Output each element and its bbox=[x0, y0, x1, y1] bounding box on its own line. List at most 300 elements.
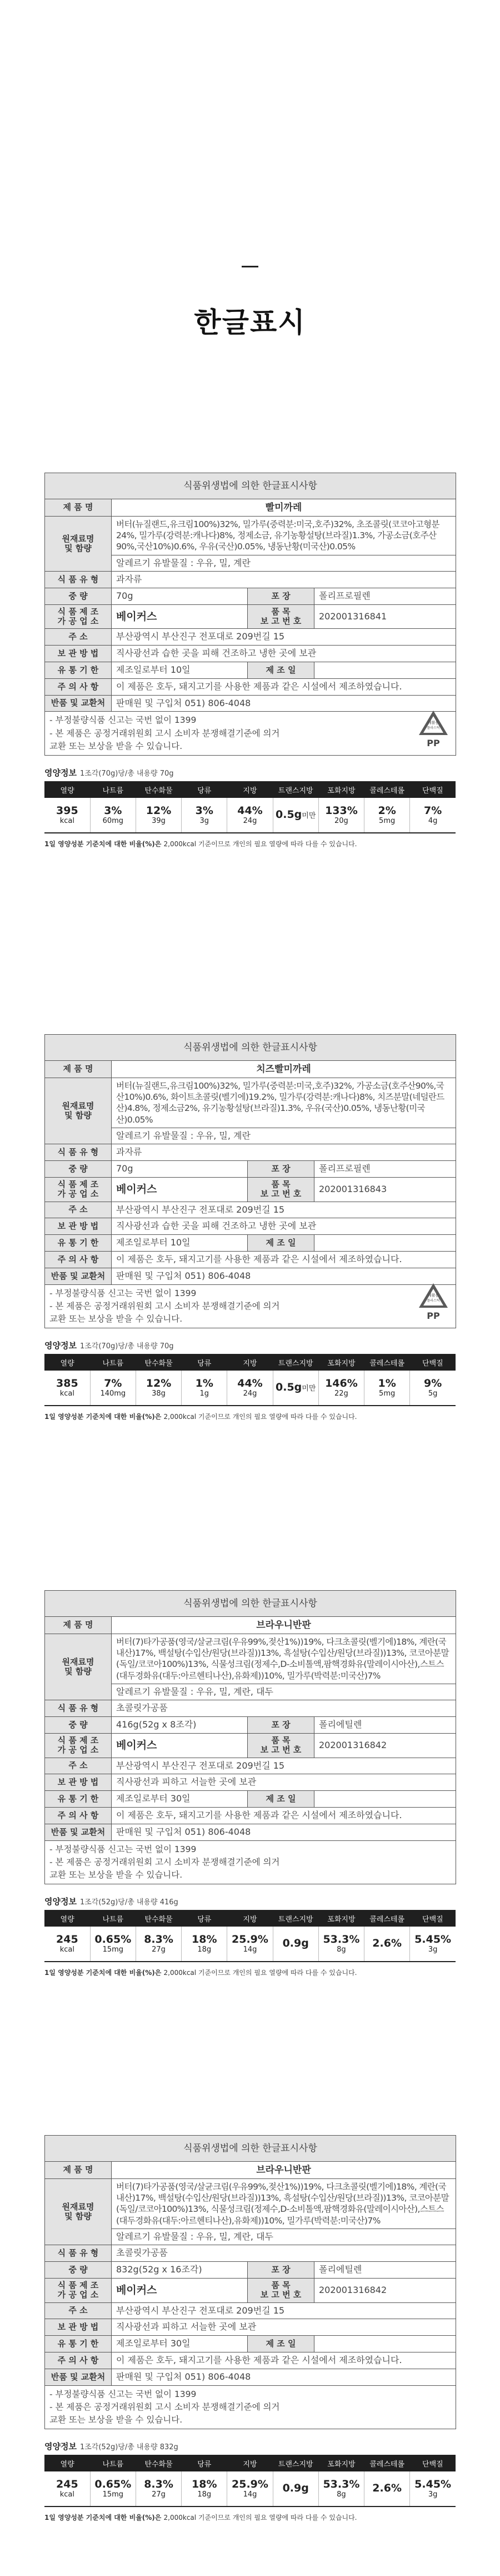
nutrient-value bbox=[410, 798, 456, 833]
nutrient-amount: 385 bbox=[56, 1377, 78, 1389]
nutrient-value bbox=[273, 2471, 318, 2506]
nutrient-value bbox=[182, 1927, 227, 1962]
nutrition-title bbox=[44, 2440, 456, 2452]
nutrient-header: 열량 bbox=[44, 781, 90, 798]
returns-value: 판매원 및 구입처 051) 806-4048 bbox=[112, 1268, 456, 1284]
nutrient-unit: 24g bbox=[243, 816, 257, 825]
nutrient-amount: 18% bbox=[192, 2478, 217, 2490]
daily-value-note bbox=[44, 839, 456, 848]
nutrient-value bbox=[364, 2471, 410, 2506]
nutrition-table bbox=[44, 2455, 456, 2507]
recycle-icon-text: 플라스틱 bbox=[427, 726, 440, 731]
nutrient-amount: 0.9g bbox=[282, 2482, 309, 2495]
nutrient-header: 나트륨 bbox=[90, 1354, 136, 1371]
nutrient-value bbox=[318, 2471, 364, 2506]
nutrient-unit: 20g bbox=[334, 816, 348, 825]
expiry-value: 제조일로부터 30일 bbox=[112, 1791, 248, 1808]
caution-value: 이 제품은 호두, 돼지고기를 사용한 제품과 같은 시설에서 제조하였습니다. bbox=[112, 1251, 456, 1268]
manufacturer-header: 식 품 제 조 가 공 업 소 bbox=[45, 1178, 112, 1202]
nutrient-header: 단백질 bbox=[410, 781, 456, 798]
nutrient-amount: 3% bbox=[104, 804, 122, 817]
report-number-header: 품 목 보 고 번 호 bbox=[248, 604, 314, 629]
address-value: 부산광역시 부산진구 전포대로 209번길 15 bbox=[112, 1758, 456, 1774]
nutrient-unit: 미만 bbox=[302, 1384, 316, 1393]
nutrient-header: 지방 bbox=[227, 781, 273, 798]
product-name: 브라우니반판 bbox=[112, 1617, 456, 1634]
label-table-title: 식품위생법에 의한 한글표시사항 bbox=[45, 473, 456, 499]
packaging-header: 포 장 bbox=[248, 588, 314, 605]
returns-header: 반품 및 교환처 bbox=[45, 2369, 112, 2385]
product-label-block bbox=[44, 473, 456, 848]
notice-cell bbox=[45, 712, 456, 756]
nutrient-header: 당류 bbox=[182, 2455, 227, 2471]
nutrient-value bbox=[44, 2471, 90, 2506]
serving-info: 1조각(52g)당/총 내용량 416g bbox=[79, 1898, 178, 1907]
nutrition-title bbox=[44, 1339, 456, 1351]
nutrient-unit: 5mg bbox=[379, 1389, 396, 1398]
volume-value: 70g bbox=[112, 588, 248, 605]
returns-header: 반품 및 교환처 bbox=[45, 1268, 112, 1284]
mfg-date-header: 제 조 일 bbox=[248, 1791, 314, 1808]
nutrient-unit: 4g bbox=[428, 816, 438, 825]
report-number-header: 품 목 보 고 번 호 bbox=[248, 2279, 314, 2303]
nutrient-header: 당류 bbox=[182, 781, 227, 798]
nutrient-unit: 22g bbox=[334, 1389, 348, 1398]
report-number-value: 202001316842 bbox=[314, 1734, 456, 1758]
nutrient-value bbox=[136, 1927, 181, 1962]
nutrient-value bbox=[364, 1927, 410, 1962]
recycle-pp-icon bbox=[417, 1281, 450, 1322]
storage-value: 직사광선과 습한 곳을 피해 건조하고 냉한 곳에 보관 bbox=[112, 1218, 456, 1235]
nutrient-value bbox=[410, 1371, 456, 1406]
address-header: 주 소 bbox=[45, 629, 112, 646]
nutrient-unit: 8g bbox=[337, 2490, 346, 2499]
nutrient-header: 지방 bbox=[227, 2455, 273, 2471]
food-type-value: 과자류 bbox=[112, 572, 456, 588]
food-type-header: 식 품 유 형 bbox=[45, 1700, 112, 1717]
nutrient-header: 나트륨 bbox=[90, 1910, 136, 1927]
packaging-value: 폴리프로필렌 bbox=[314, 588, 456, 605]
expiry-value: 제조일로부터 10일 bbox=[112, 1235, 248, 1252]
storage-header: 보 관 방 법 bbox=[45, 1218, 112, 1235]
caution-value: 이 제품은 호두, 돼지고기를 사용한 제품과 같은 시설에서 제조하였습니다. bbox=[112, 678, 456, 695]
nutrient-amount: 25.9% bbox=[232, 1933, 268, 1945]
notice-text: - 부정불량식품 신고는 국번 없이 1399 - 본 제품은 공정거래위원회 고시 소비자 분쟁해결기준에 의거 교환 또는 보상을 받을 수 있습니다. bbox=[49, 715, 280, 751]
serving-info: 1조각(70g)당/총 내용량 70g bbox=[79, 1342, 174, 1351]
mfg-date-header: 제 조 일 bbox=[248, 2336, 314, 2352]
storage-value: 직사광선과 습한 곳을 피해 건조하고 냉한 곳에 보관 bbox=[112, 646, 456, 662]
manufacturer-value: 베이커스 bbox=[112, 1734, 248, 1758]
expiry-header: 유 통 기 한 bbox=[45, 662, 112, 679]
storage-value: 직사광선과 피하고 서늘한 곳에 보관 bbox=[112, 1774, 456, 1791]
nutrient-amount: 9% bbox=[423, 1377, 442, 1389]
report-number-header: 품 목 보 고 번 호 bbox=[248, 1734, 314, 1758]
nutrient-header: 탄수화물 bbox=[136, 1354, 181, 1371]
nutrient-unit: 5g bbox=[428, 1389, 438, 1398]
caution-value: 이 제품은 호두, 돼지고기를 사용한 제품과 같은 시설에서 제조하였습니다. bbox=[112, 1807, 456, 1824]
nutrient-amount: 2.6% bbox=[372, 1937, 402, 1950]
nutrient-value bbox=[182, 798, 227, 833]
mfg-date-value bbox=[314, 1235, 456, 1252]
nutrient-unit: kcal bbox=[59, 1389, 74, 1398]
nutrient-value bbox=[364, 798, 410, 833]
manufacturer-header: 식 품 제 조 가 공 업 소 bbox=[45, 1734, 112, 1758]
nutrient-unit: 3g bbox=[428, 2490, 438, 2499]
label-table-title: 식품위생법에 의한 한글표시사항 bbox=[45, 1035, 456, 1061]
nutrient-amount: 0.5g bbox=[276, 1381, 302, 1394]
allergy-value: 알레르기 유발물질 : 우유, 밀, 계란 bbox=[112, 1128, 456, 1144]
nutrient-value bbox=[227, 1927, 273, 1962]
nutrient-amount: 3% bbox=[195, 804, 213, 817]
nutrient-header: 포화지방 bbox=[318, 1354, 364, 1371]
page-title: 한글표시 bbox=[194, 306, 306, 339]
returns-value: 판매원 및 구입처 051) 806-4048 bbox=[112, 1824, 456, 1840]
nutrient-unit: 미만 bbox=[302, 812, 316, 821]
nutrition-table bbox=[44, 781, 456, 833]
food-type-header: 식 품 유 형 bbox=[45, 2245, 112, 2262]
manufacturer-value: 베이커스 bbox=[112, 2279, 248, 2303]
nutrient-amount: 8.3% bbox=[144, 2478, 173, 2490]
nutrient-value bbox=[318, 798, 364, 833]
nutrition-title bbox=[44, 1895, 456, 1907]
address-value: 부산광역시 부산진구 전포대로 209번길 15 bbox=[112, 2302, 456, 2319]
address-value: 부산광역시 부산진구 전포대로 209번길 15 bbox=[112, 1202, 456, 1218]
product-name-header: 제 품 명 bbox=[45, 2162, 112, 2179]
nutrient-amount: 1% bbox=[195, 1377, 213, 1389]
nutrient-header: 트랜스지방 bbox=[273, 1354, 318, 1371]
volume-value: 416g(52g x 8조각) bbox=[112, 1717, 248, 1734]
nutrient-header: 단백질 bbox=[410, 2455, 456, 2471]
label-table bbox=[44, 1034, 456, 1328]
nutrient-amount: 53.3% bbox=[323, 1933, 360, 1945]
packaging-value: 폴리에틸렌 bbox=[314, 2262, 456, 2279]
nutrient-amount: 44% bbox=[237, 1377, 263, 1389]
nutrient-amount: 12% bbox=[146, 804, 172, 817]
nutrient-header: 단백질 bbox=[410, 1910, 456, 1927]
nutrient-value bbox=[227, 1371, 273, 1406]
nutrition-table bbox=[44, 1910, 456, 1962]
nutrient-amount: 53.3% bbox=[323, 2478, 360, 2490]
expiry-header: 유 통 기 한 bbox=[45, 1235, 112, 1252]
food-type-value: 초콜릿가공품 bbox=[112, 2245, 456, 2262]
nutrient-amount: 395 bbox=[56, 804, 78, 817]
mfg-date-value bbox=[314, 1791, 456, 1808]
nutrition-table bbox=[44, 1354, 456, 1406]
volume-header: 중 량 bbox=[45, 1161, 112, 1178]
nutrient-amount: 44% bbox=[237, 804, 263, 817]
volume-value: 832g(52g x 16조각) bbox=[112, 2262, 248, 2279]
nutrient-unit: 27g bbox=[152, 1945, 166, 1954]
ingredients-header: 원재료명 및 함량 bbox=[45, 517, 112, 572]
nutrient-unit: kcal bbox=[59, 2490, 74, 2499]
nutrient-value bbox=[410, 1927, 456, 1962]
caution-header: 주 의 사 항 bbox=[45, 2352, 112, 2369]
nutrient-unit: 39g bbox=[152, 816, 166, 825]
nutrition-heading: 영양정보 bbox=[44, 1897, 77, 1907]
nutrient-amount: 245 bbox=[56, 1933, 78, 1945]
title-divider bbox=[242, 266, 258, 267]
nutrient-amount: 133% bbox=[325, 804, 358, 817]
nutrient-amount: 0.9g bbox=[282, 1937, 309, 1950]
product-name: 브라우니반판 bbox=[112, 2162, 456, 2179]
daily-value-note bbox=[44, 1412, 456, 1421]
nutrient-header: 콜레스테롤 bbox=[364, 1354, 410, 1371]
nutrient-header: 트랜스지방 bbox=[273, 1910, 318, 1927]
daily-value-prefix: 1일 영양성분 기준치에 대한 비율(%)은 bbox=[44, 840, 164, 848]
nutrient-unit: 18g bbox=[197, 2490, 212, 2499]
nutrient-header: 콜레스테롤 bbox=[364, 781, 410, 798]
recycle-icon-text: 재활용 bbox=[427, 721, 439, 726]
nutrient-header: 포화지방 bbox=[318, 1910, 364, 1927]
ingredients-header: 원재료명 및 함량 bbox=[45, 2179, 112, 2245]
returns-value: 판매원 및 구입처 051) 806-4048 bbox=[112, 2369, 456, 2385]
mfg-date-header: 제 조 일 bbox=[248, 1235, 314, 1252]
product-name-header: 제 품 명 bbox=[45, 499, 112, 517]
daily-value-suffix: 2,000kcal 기준이므로 개인의 필요 열량에 따라 다를 수 있습니다. bbox=[163, 2514, 357, 2522]
serving-info: 1조각(70g)당/총 내용량 70g bbox=[79, 770, 174, 778]
nutrient-amount: 0.65% bbox=[94, 1933, 132, 1945]
nutrient-unit: 60mg bbox=[102, 816, 124, 825]
daily-value-prefix: 1일 영양성분 기준치에 대한 비율(%)은 bbox=[44, 2514, 164, 2522]
nutrient-amount: 146% bbox=[325, 1377, 358, 1389]
packaging-header: 포 장 bbox=[248, 1717, 314, 1734]
expiry-header: 유 통 기 한 bbox=[45, 2336, 112, 2352]
caution-value: 이 제품은 호두, 돼지고기를 사용한 제품과 같은 시설에서 제조하였습니다. bbox=[112, 2352, 456, 2369]
recycle-pp-label: PP bbox=[427, 1311, 440, 1322]
nutrient-amount: 8.3% bbox=[144, 1933, 173, 1945]
address-header: 주 소 bbox=[45, 2302, 112, 2319]
product-name: 치즈빨미까레 bbox=[112, 1061, 456, 1078]
returns-header: 반품 및 교환처 bbox=[45, 1824, 112, 1840]
manufacturer-header: 식 품 제 조 가 공 업 소 bbox=[45, 2279, 112, 2303]
ingredients-header: 원재료명 및 함량 bbox=[45, 1078, 112, 1144]
expiry-value: 제조일로부터 10일 bbox=[112, 662, 248, 679]
nutrient-header: 단백질 bbox=[410, 1354, 456, 1371]
packaging-header: 포 장 bbox=[248, 2262, 314, 2279]
nutrient-value bbox=[90, 1927, 136, 1962]
packaging-value: 폴리에틸렌 bbox=[314, 1717, 456, 1734]
nutrient-value bbox=[318, 1927, 364, 1962]
nutrient-unit: 27g bbox=[152, 2490, 166, 2499]
label-table-title: 식품위생법에 의한 한글표시사항 bbox=[45, 2136, 456, 2162]
ingredients-value: 버터(뉴질랜드,유크림100%)32%, 밀가루(중력분:미국,호주)32%, 가공소금(호주산90%,국산10%)0.6%, 화이트초콜릿(벨기에)19.2%, 밀가루(강력분:캐나다)8%, 치즈분말(네덜란드산)4.8%, 정제소금2%, 유기농황설탕(브라질)1.3%, 우유(국산)0.05%, 냉동난황(미국산)0.05% bbox=[112, 1078, 456, 1128]
volume-value: 70g bbox=[112, 1161, 248, 1178]
notice-cell bbox=[45, 1284, 456, 1328]
product-label-block bbox=[44, 1590, 456, 1977]
nutrient-amount: 2.6% bbox=[372, 2482, 402, 2495]
nutrient-amount: 0.5g bbox=[276, 808, 302, 821]
expiry-header: 유 통 기 한 bbox=[45, 1791, 112, 1808]
address-value: 부산광역시 부산진구 전포대로 209번길 15 bbox=[112, 629, 456, 646]
nutrient-amount: 7% bbox=[423, 804, 442, 817]
nutrient-unit: 8g bbox=[337, 1945, 346, 1954]
nutrient-value bbox=[318, 1371, 364, 1406]
nutrient-value bbox=[227, 798, 273, 833]
nutrient-amount: 7% bbox=[104, 1377, 122, 1389]
packaging-value: 폴리프로필렌 bbox=[314, 1161, 456, 1178]
recycle-icon-text: 재활용 bbox=[427, 1293, 439, 1298]
nutrient-header: 포화지방 bbox=[318, 781, 364, 798]
nutrient-header: 콜레스테롤 bbox=[364, 1910, 410, 1927]
mfg-date-value bbox=[314, 662, 456, 679]
address-header: 주 소 bbox=[45, 1202, 112, 1218]
label-table bbox=[44, 473, 456, 756]
nutrient-unit: 3g bbox=[428, 1945, 438, 1954]
nutrient-unit: 1g bbox=[199, 1389, 209, 1398]
daily-value-suffix: 2,000kcal 기준이므로 개인의 필요 열량에 따라 다를 수 있습니다. bbox=[163, 1413, 357, 1421]
daily-value-suffix: 2,000kcal 기준이므로 개인의 필요 열량에 따라 다를 수 있습니다. bbox=[163, 1969, 357, 1977]
food-type-value: 초콜릿가공품 bbox=[112, 1700, 456, 1717]
nutrient-value bbox=[227, 2471, 273, 2506]
notice-text: - 부정불량식품 신고는 국번 없이 1399 - 본 제품은 공정거래위원회 고시 소비자 분쟁해결기준에 의거 교환 또는 보상을 받을 수 있습니다. bbox=[49, 1844, 280, 1880]
daily-value-note bbox=[44, 2513, 456, 2522]
nutrient-unit: 15mg bbox=[102, 2490, 124, 2499]
nutrient-header: 지방 bbox=[227, 1354, 273, 1371]
returns-value: 판매원 및 구입처 051) 806-4048 bbox=[112, 695, 456, 712]
recycle-icon-text: 플라스틱 bbox=[427, 1299, 440, 1303]
nutrient-header: 탄수화물 bbox=[136, 781, 181, 798]
nutrient-amount: 25.9% bbox=[232, 2478, 268, 2490]
caution-header: 주 의 사 항 bbox=[45, 1807, 112, 1824]
product-name-header: 제 품 명 bbox=[45, 1617, 112, 1634]
volume-header: 중 량 bbox=[45, 588, 112, 605]
nutrient-amount: 5.45% bbox=[414, 2478, 452, 2490]
recycle-pp-icon bbox=[417, 708, 450, 750]
expiry-value: 제조일로부터 30일 bbox=[112, 2336, 248, 2352]
label-table bbox=[44, 1590, 456, 1884]
nutrition-heading: 영양정보 bbox=[44, 768, 77, 778]
address-header: 주 소 bbox=[45, 1758, 112, 1774]
nutrient-amount: 0.65% bbox=[94, 2478, 132, 2490]
nutrient-amount: 12% bbox=[146, 1377, 172, 1389]
nutrient-value bbox=[90, 1371, 136, 1406]
nutrition-title bbox=[44, 767, 456, 778]
label-table-title: 식품위생법에 의한 한글표시사항 bbox=[45, 1591, 456, 1617]
packaging-header: 포 장 bbox=[248, 1161, 314, 1178]
caution-header: 주 의 사 항 bbox=[45, 678, 112, 695]
product-name-header: 제 품 명 bbox=[45, 1061, 112, 1078]
nutrient-value bbox=[273, 1927, 318, 1962]
nutrient-value bbox=[273, 1371, 318, 1406]
storage-value: 직사광선과 피하고 서늘한 곳에 보관 bbox=[112, 2319, 456, 2336]
report-number-value: 202001316842 bbox=[314, 2279, 456, 2303]
nutrient-header: 열량 bbox=[44, 1354, 90, 1371]
label-table bbox=[44, 2135, 456, 2429]
nutrient-unit: 140mg bbox=[100, 1389, 126, 1398]
daily-value-prefix: 1일 영양성분 기준치에 대한 비율(%)은 bbox=[44, 1413, 164, 1421]
nutrient-header: 탄수화물 bbox=[136, 1910, 181, 1927]
volume-header: 중 량 bbox=[45, 1717, 112, 1734]
nutrient-header: 트랜스지방 bbox=[273, 781, 318, 798]
caution-header: 주 의 사 항 bbox=[45, 1251, 112, 1268]
nutrient-unit: 14g bbox=[243, 1945, 257, 1954]
nutrient-value bbox=[136, 798, 181, 833]
daily-value-prefix: 1일 영양성분 기준치에 대한 비율(%)은 bbox=[44, 1969, 164, 1977]
nutrition-heading: 영양정보 bbox=[44, 1341, 77, 1351]
manufacturer-header: 식 품 제 조 가 공 업 소 bbox=[45, 604, 112, 629]
nutrient-header: 탄수화물 bbox=[136, 2455, 181, 2471]
nutrient-value bbox=[273, 798, 318, 833]
notice-cell bbox=[45, 1840, 456, 1884]
allergy-value: 알레르기 유발물질 : 우유, 밀, 계란 bbox=[112, 555, 456, 572]
allergy-value: 알레르기 유발물질 : 우유, 밀, 계란, 대두 bbox=[112, 2228, 456, 2245]
notice-text: - 부정불량식품 신고는 국번 없이 1399 - 본 제품은 공정거래위원회 고시 소비자 분쟁해결기준에 의거 교환 또는 보상을 받을 수 있습니다. bbox=[49, 2389, 280, 2425]
nutrient-header: 나트륨 bbox=[90, 2455, 136, 2471]
nutrient-unit: 15mg bbox=[102, 1945, 124, 1954]
manufacturer-value: 베이커스 bbox=[112, 604, 248, 629]
nutrient-header: 트랜스지방 bbox=[273, 2455, 318, 2471]
product-label-block bbox=[44, 1034, 456, 1421]
nutrient-header: 열량 bbox=[44, 1910, 90, 1927]
notice-cell bbox=[45, 2385, 456, 2429]
storage-header: 보 관 방 법 bbox=[45, 1774, 112, 1791]
nutrient-header: 지방 bbox=[227, 1910, 273, 1927]
nutrient-header: 포화지방 bbox=[318, 2455, 364, 2471]
nutrient-value bbox=[90, 798, 136, 833]
food-type-value: 과자류 bbox=[112, 1144, 456, 1161]
nutrient-value bbox=[90, 2471, 136, 2506]
nutrition-heading: 영양정보 bbox=[44, 2441, 77, 2452]
nutrient-unit: 38g bbox=[152, 1389, 166, 1398]
ingredients-header: 원재료명 및 함량 bbox=[45, 1634, 112, 1700]
nutrient-header: 콜레스테롤 bbox=[364, 2455, 410, 2471]
ingredients-value: 버터(뉴질랜드,유크림100%)32%, 밀가루(중력분:미국,호주)32%, 초조콜릿(코코아고형분24%, 밀가루(강력분:캐나다)8%, 정제소금, 유기농황설탕(브라질)1.3%, 가공소금(호주산90%,국산10%)0.6%, 우유(국산)0.05%, 냉동난황(미국산)0.05% bbox=[112, 517, 456, 555]
nutrient-amount: 2% bbox=[378, 804, 396, 817]
nutrient-header: 나트륨 bbox=[90, 781, 136, 798]
returns-header: 반품 및 교환처 bbox=[45, 695, 112, 712]
daily-value-note bbox=[44, 1968, 456, 1977]
nutrient-header: 당류 bbox=[182, 1354, 227, 1371]
nutrient-value bbox=[182, 1371, 227, 1406]
nutrient-header: 당류 bbox=[182, 1910, 227, 1927]
nutrient-value bbox=[136, 1371, 181, 1406]
nutrient-value bbox=[44, 1371, 90, 1406]
storage-header: 보 관 방 법 bbox=[45, 2319, 112, 2336]
nutrient-unit: 24g bbox=[243, 1389, 257, 1398]
nutrient-value bbox=[44, 798, 90, 833]
nutrient-unit: kcal bbox=[59, 816, 74, 825]
serving-info: 1조각(52g)당/총 내용량 832g bbox=[79, 2443, 178, 2452]
daily-value-suffix: 2,000kcal 기준이므로 개인의 필요 열량에 따라 다를 수 있습니다. bbox=[163, 840, 357, 848]
allergy-value: 알레르기 유발물질 : 우유, 밀, 계란, 대두 bbox=[112, 1684, 456, 1700]
product-name: 빨미까레 bbox=[112, 499, 456, 517]
nutrient-value bbox=[364, 1371, 410, 1406]
nutrient-value bbox=[410, 2471, 456, 2506]
report-number-header: 품 목 보 고 번 호 bbox=[248, 1178, 314, 1202]
volume-header: 중 량 bbox=[45, 2262, 112, 2279]
nutrient-value bbox=[44, 1927, 90, 1962]
nutrient-unit: 5mg bbox=[379, 816, 396, 825]
nutrient-unit: kcal bbox=[59, 1945, 74, 1954]
ingredients-value: 버터(7)타가공품(영국/살균크림(우유99%,젖산1%))19%, 다크초콜릿(벨기에)18%, 계란(국내산)17%, 백설탕(수입산/원당(브라질))13%, 흑설탕(수입산/원당(브라질))13%, 코코아분말(독일/코코아100%)13%, 식물성크림(정제수,D-소비톨액,팜핵경화유(말레이시아산),스트스(대두경화유(대두:아르헨티나산),유화제))10%, 밀가루(박력분:미국산)7% bbox=[112, 1634, 456, 1684]
food-type-header: 식 품 유 형 bbox=[45, 572, 112, 588]
manufacturer-value: 베이커스 bbox=[112, 1178, 248, 1202]
nutrient-value bbox=[136, 2471, 181, 2506]
nutrient-amount: 18% bbox=[192, 1933, 217, 1945]
nutrient-unit: 18g bbox=[197, 1945, 212, 1954]
nutrient-unit: 3g bbox=[199, 816, 209, 825]
nutrient-amount: 1% bbox=[378, 1377, 396, 1389]
mfg-date-value bbox=[314, 2336, 456, 2352]
nutrient-header: 열량 bbox=[44, 2455, 90, 2471]
ingredients-value: 버터(7)타가공품(영국/살균크림(우유99%,젖산1%))19%, 다크초콜릿(벨기에)18%, 계란(국내산)17%, 백설탕(수입산/원당(브라질))13%, 흑설탕(수입산/원당(브라질))13%, 코코아분말(독일/코코아100%)13%, 식물성크림(정제수,D-소비톨액,팜핵경화유(말레이시아산),스트스(대두경화유(대두:아르헨티나산),유화제))10%, 밀가루(박력분:미국산)7% bbox=[112, 2179, 456, 2229]
storage-header: 보 관 방 법 bbox=[45, 646, 112, 662]
nutrient-amount: 245 bbox=[56, 2478, 78, 2490]
nutrient-value bbox=[182, 2471, 227, 2506]
food-type-header: 식 품 유 형 bbox=[45, 1144, 112, 1161]
report-number-value: 202001316841 bbox=[314, 604, 456, 629]
mfg-date-header: 제 조 일 bbox=[248, 662, 314, 679]
